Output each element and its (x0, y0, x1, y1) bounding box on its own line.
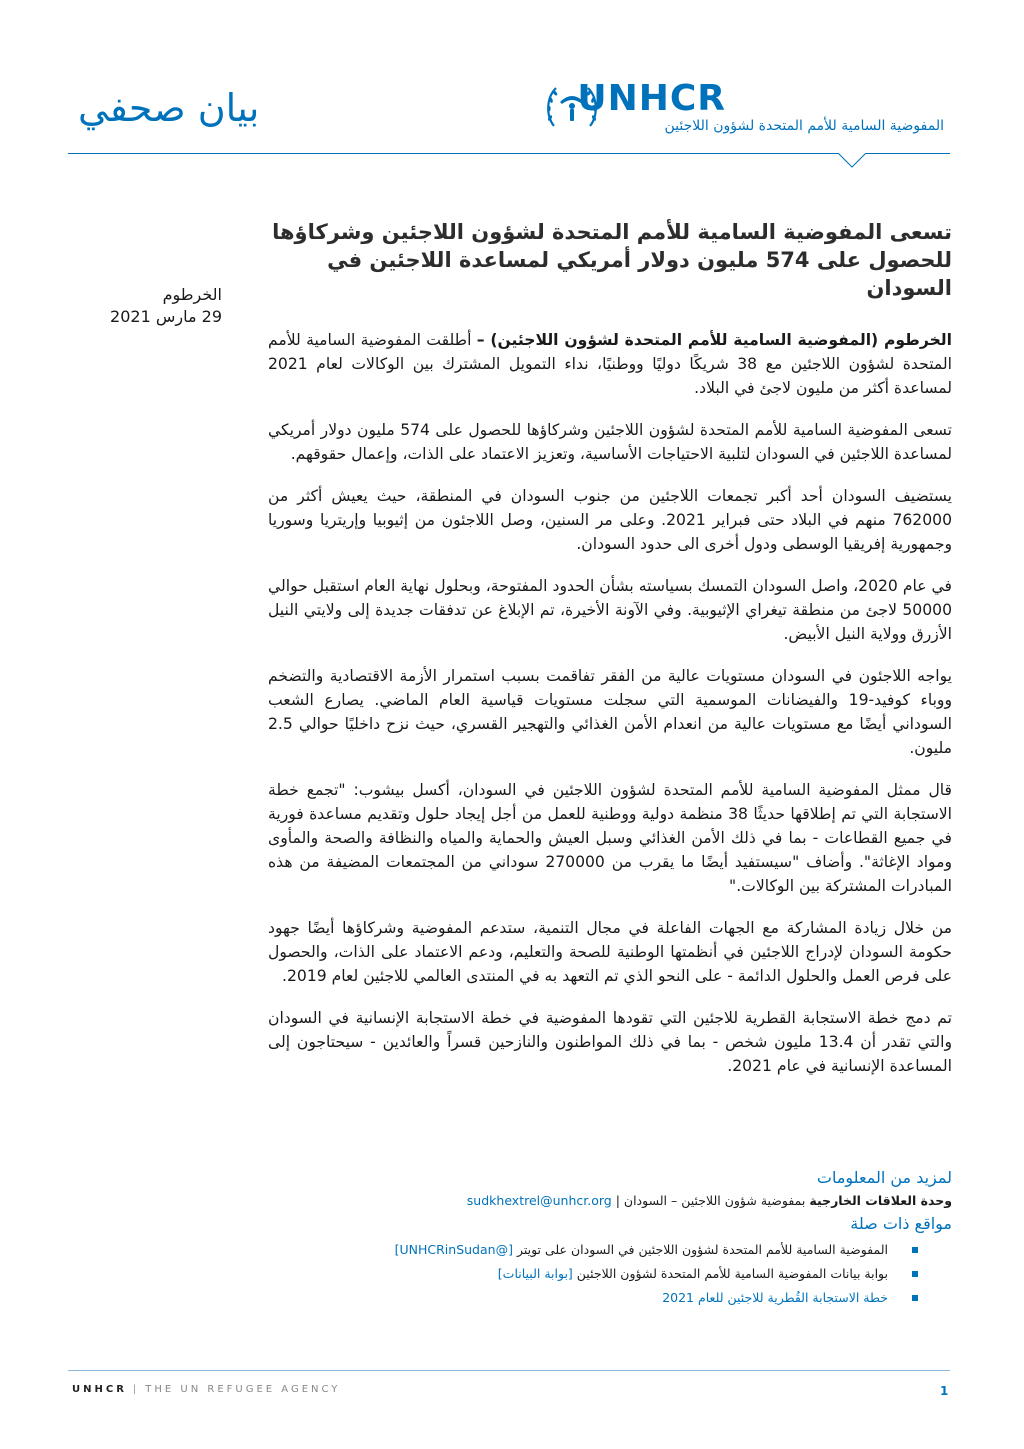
footer-branding (72, 1384, 340, 1395)
contact-text: بمفوضية شؤون اللاجئين – السودان | (611, 1193, 810, 1208)
page-number: 1 (940, 1384, 949, 1398)
logo-subtitle: المفوضية السامية للأمم المتحدة لشؤون اللاجئين (664, 118, 944, 134)
response-plan-link[interactable]: خطة الاستجابة القُطرية للاجئين للعام 2021 (662, 1290, 888, 1305)
header-divider (68, 153, 950, 154)
related-link-text: المفوضية السامية للأمم المتحدة لشؤون اللاجئين في السودان على تويتر (512, 1242, 888, 1257)
footer-divider (68, 1370, 950, 1371)
dateline (100, 284, 222, 328)
headline-line-2: للحصول على 574 مليون دولار أمريكي لمساعدة اللاجئين في السودان (327, 248, 952, 300)
headline (270, 218, 952, 302)
related-link-item (268, 1286, 952, 1310)
paragraph-7: من خلال زيادة المشاركة مع الجهات الفاعلة في مجال التنمية، ستدعم المفوضية وشركاؤها أيضًا جهود حكومة السودان لإدراج اللاجئين في أنظمتها الوطنية للصحة والتعليم، ودعم الاعتماد على الذات، والحصول على فرص العمل والحلول الدائمة - على النحو الذي تم التعهد به في المنتدى العالمي للاجئين لعام 2019. (268, 919, 952, 985)
unhcr-logo (524, 78, 944, 142)
footer-agency: THE UN REFUGEE AGENCY (145, 1384, 341, 1395)
bullet-icon (912, 1247, 918, 1253)
paragraph-8: تم دمج خطة الاستجابة القطرية للاجئين التي تقودها المفوضية في خطة الاستجابة الإنسانية في السودان والتي تقدر أن 13.4 مليون شخص - بما في ذلك المواطنون والنازحين قسراً والعائدين - سيحتاجون إلى المساعدة الإنسانية في عام 2021. (268, 1009, 952, 1075)
headline-line-1: تسعى المفوضية السامية للأمم المتحدة لشؤون اللاجئين وشركاؤها (272, 220, 952, 244)
paragraph-1-lead: الخرطوم (المفوضية السامية للأمم المتحدة لشؤون اللاجئين) – (476, 331, 953, 349)
dateline-date: 29 مارس 2021 (110, 307, 222, 326)
article-body (268, 328, 952, 1096)
related-sites-heading: مواقع ذات صلة (850, 1214, 952, 1233)
more-info-heading: لمزيد من المعلومات (816, 1168, 952, 1187)
paragraph-2: تسعى المفوضية السامية للأمم المتحدة لشؤون اللاجئين وشركاؤها للحصول على 574 مليون دولار أمريكي لمساعدة اللاجئين في السودان لتلبية الاحتياجات الأساسية، وتعزيز الاعتماد على الذات، وإعمال حقوقهم. (268, 421, 952, 463)
paragraph-1 (268, 328, 952, 400)
related-link-text: بوابة بيانات المفوضية السامية للأمم المتحدة لشؤون اللاجئين (572, 1266, 888, 1281)
paragraph-5: يواجه اللاجئون في السودان مستويات عالية من الفقر تفاقمت بسبب استمرار الأزمة الاقتصادية والتضخم ووباء كوفيد-19 والفيضانات الموسمية التي سجلت مستويات قياسية العام الماضي. يصارع الشعب السوداني أيضًا مع مستويات عالية من انعدام الأمن الغذائي والتهجير القسري، حيث نزح داخليًا حوالي 2.5 مليون. (268, 667, 952, 757)
twitter-link[interactable]: [@UNHCRinSudan] (394, 1242, 513, 1257)
related-link-item (268, 1262, 952, 1286)
related-links-list (268, 1238, 952, 1310)
paragraph-3: يستضيف السودان أحد أكبر تجمعات اللاجئين من جنوب السودان في المنطقة، حيث يعيش أكثر من 762000 منهم في البلاد حتى فبراير 2021. وعلى مر السنين، وصل اللاجئون من إثيوبيا وإريتريا وسوريا وجمهورية إفريقيا الوسطى ودول أخرى الى حدود السودان. (268, 487, 952, 553)
paragraph-4: في عام 2020، واصل السودان التمسك بسياسته بشأن الحدود المفتوحة، وبحلول نهاية العام استقبل حوالي 50000 لاجئ من منطقة تيغراي الإثيوبية. وفي الآونة الأخيرة، تم الإبلاغ عن تدفقات جديدة إلى ولايتي النيل الأزرق وولاية النيل الأبيض. (268, 577, 952, 643)
more-info-section (268, 1166, 952, 1310)
paragraph-6: قال ممثل المفوضية السامية للأمم المتحدة لشؤون اللاجئين في السودان، أكسل بيشوب: "تجمع خطة الاستجابة التي تم إطلاقها حديثًا 38 منظمة دولية ووطنية للعمل من أجل إيجاد حلول وتقديم مساعدة فورية في جميع القطاعات - بما في ذلك الأمن الغذائي وسبل العيش والحماية والمياه والنظافة والصحة والمأوى ومواد الإغاثة". وأضاف "سيستفيد أيضًا ما يقرب من 270000 سوداني من المجتمعات المضيفة من هذه المبادرات المشتركة بين الوكالات." (268, 781, 953, 895)
bullet-icon (912, 1295, 918, 1301)
contact-email-link[interactable]: sudkhextrel@unhcr.org (466, 1193, 612, 1208)
footer-separator: | (132, 1384, 140, 1395)
contact-line (268, 1190, 952, 1212)
data-portal-link[interactable]: [بوابة البيانات] (497, 1266, 573, 1281)
header-notch-icon (838, 153, 866, 169)
bullet-icon (912, 1271, 918, 1277)
logo-wordmark: UNHCR (577, 78, 726, 119)
contact-unit: وحدة العلاقات الخارجية (809, 1193, 952, 1208)
dateline-city: الخرطوم (162, 285, 222, 304)
related-link-item (268, 1238, 952, 1262)
press-release-title: بيان صحفي (78, 86, 260, 130)
paragraph-1-text: أطلقت المفوضية السامية للأمم المتحدة لشؤون اللاجئين مع 38 شريكًا دوليًا ووطنيًا، نداء التمويل المشترك بين الوكالات لعام 2021 لمساعدة أكثر من مليون لاجئ في البلاد. (268, 331, 952, 397)
footer-brand: UNHCR (72, 1384, 127, 1395)
